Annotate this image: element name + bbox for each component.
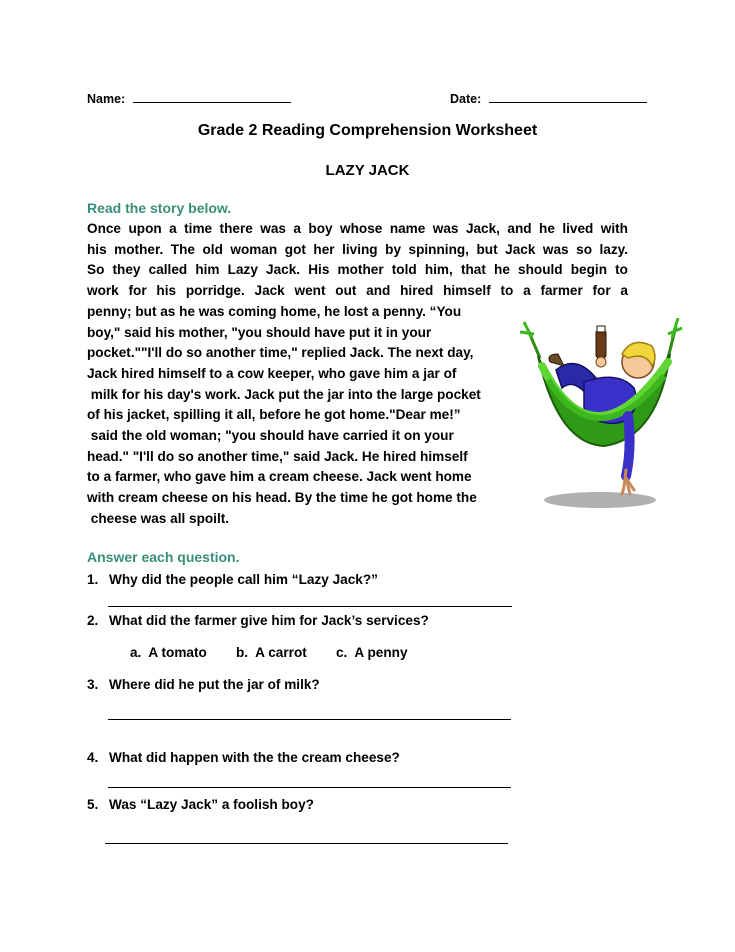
date-field[interactable] [450, 90, 647, 106]
option-letter: c. [336, 645, 348, 660]
name-label: Name: [87, 92, 126, 106]
question-text: Where did he put the jar of milk? [109, 677, 320, 692]
question-3 [87, 677, 320, 692]
story-line: his mother. The old woman got her living by spinning, but Jack was so lazy. [87, 241, 628, 257]
answer-line-5[interactable] [105, 843, 508, 844]
story-line: of his jacket, spilling it all, before he got home."Dear me!” [87, 407, 461, 423]
story-line: cheese was all spoilt. [87, 510, 230, 526]
option-text: A tomato [148, 645, 207, 660]
question-number: 5. [87, 797, 99, 812]
option-text: A penny [354, 645, 408, 660]
question-5 [87, 797, 314, 812]
story-line: milk for his day's work. Jack put the jar into the large pocket [87, 386, 481, 402]
option-letter: b. [236, 645, 249, 660]
name-blank[interactable] [133, 90, 291, 103]
question-number: 2. [87, 613, 99, 628]
questions-heading: Answer each question. [87, 549, 240, 565]
option-c[interactable] [336, 645, 408, 660]
story-title: LAZY JACK [325, 162, 410, 179]
story-line: said the old woman; "you should have carried it on your [87, 428, 454, 443]
question-number: 1. [87, 572, 99, 587]
question-number: 3. [87, 677, 99, 692]
date-label: Date: [450, 92, 482, 106]
story-line: pocket.""I'll do so another time," replied Jack. The next day, [87, 345, 474, 361]
question-4 [87, 750, 400, 765]
name-field[interactable] [87, 90, 291, 106]
story-line: So they called him Lazy Jack. His mother told him, that he should begin to [87, 262, 628, 278]
question-text: What did the farmer give him for Jack’s services? [109, 613, 429, 628]
option-text: A carrot [255, 645, 307, 660]
question-text: Why did the people call him “Lazy Jack?” [109, 572, 378, 587]
instructions: Read the story below. [87, 200, 232, 216]
boy-in-hammock-illustration [518, 318, 683, 513]
question-text: Was “Lazy Jack” a foolish boy? [109, 797, 314, 812]
worksheet-title: Grade 2 Reading Comprehension Worksheet [197, 122, 538, 139]
question-1 [87, 572, 378, 587]
story-line: with cream cheese on his head. By the time he got home the [87, 490, 477, 506]
answer-line-1[interactable] [108, 606, 512, 607]
story-line: Once upon a time there was a boy whose name was Jack, and he lived with [87, 221, 628, 236]
story-line: penny; but as he was coming home, he lost a penny. “You [87, 303, 462, 319]
date-blank[interactable] [489, 90, 647, 103]
story-line: boy," said his mother, "you should have put it in your [87, 324, 432, 340]
answer-line-4[interactable] [108, 787, 511, 788]
story-line: to a farmer, who gave him a cream cheese. Jack went home [87, 469, 472, 485]
question-number: 4. [87, 750, 99, 765]
question-text: What did happen with the the cream cheese? [109, 750, 400, 765]
answer-line-3[interactable] [108, 719, 511, 720]
option-letter: a. [130, 645, 142, 660]
option-b[interactable] [236, 645, 307, 660]
story-line: head." "I'll do so another time," said Jack. He hired himself [87, 448, 468, 464]
story-line: work for his porridge. Jack went out and hired himself to a farmer for a [87, 283, 628, 299]
question-2 [87, 613, 429, 628]
story-line: Jack hired himself to a cow keeper, who gave him a jar of [87, 365, 457, 381]
option-a[interactable] [130, 645, 207, 660]
